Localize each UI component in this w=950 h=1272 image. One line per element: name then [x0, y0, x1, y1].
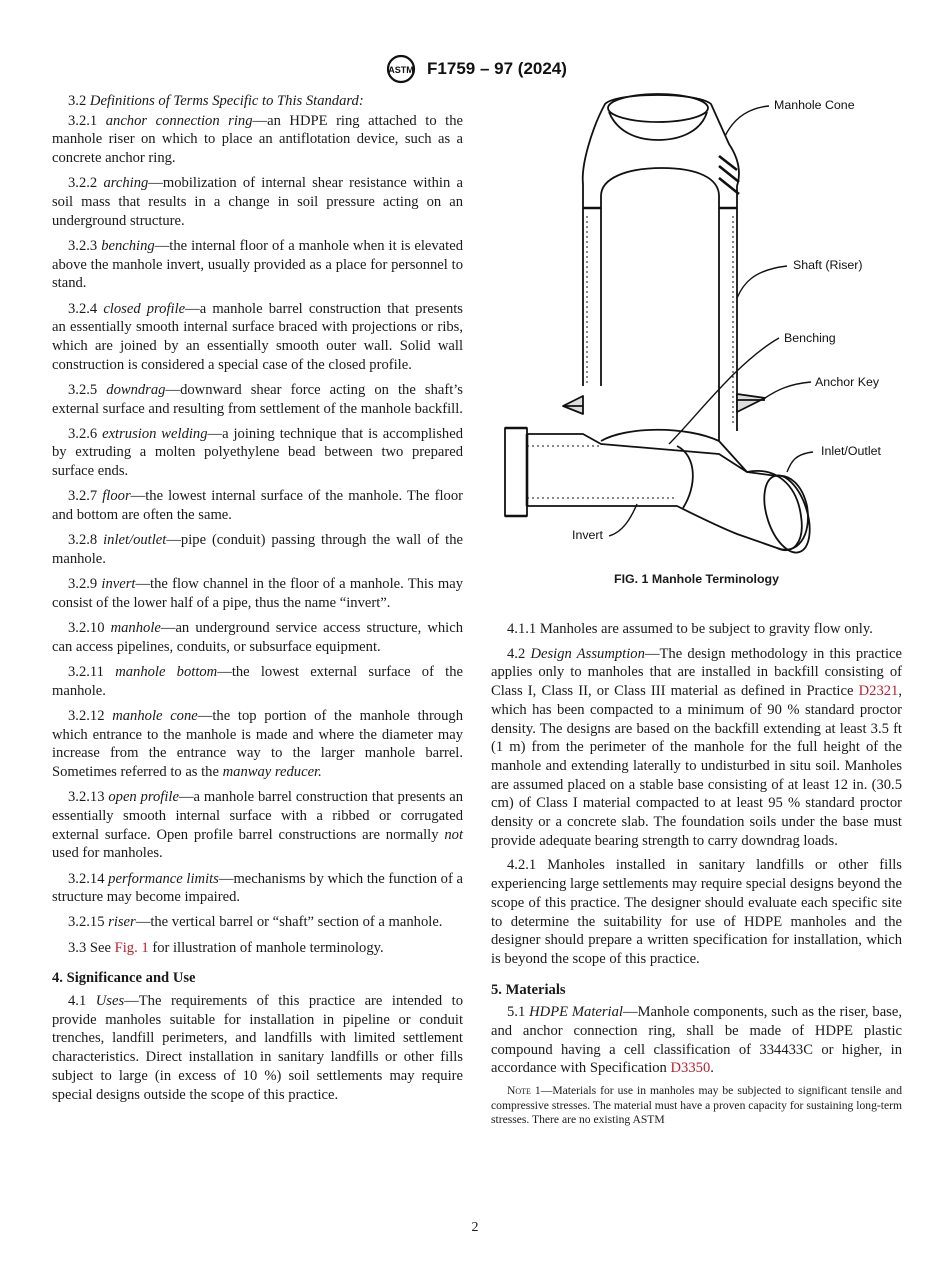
anchor-key-shape [563, 394, 765, 414]
manhole-cone-shape [583, 95, 739, 208]
leader-shaft [737, 266, 787, 298]
standard-designation: F1759 – 97 (2024) [427, 59, 567, 78]
section-5-title: 5. Materials [491, 981, 566, 998]
definition-item: 3.2.11 manhole bottom—the lowest external surface of the manhole. [52, 663, 463, 699]
definition-list [52, 112, 463, 932]
section-4-title: 4. Significance and Use [52, 970, 196, 987]
label-inlet-outlet: Inlet/Outlet [821, 444, 881, 458]
label-manhole-cone: Manhole Cone [774, 98, 855, 112]
definition-item: 3.2.14 performance limits—mechanisms by which the function of a structure may become impaired. [52, 870, 463, 906]
manhole-diagram [497, 86, 897, 566]
definition-item: 3.2.6 extrusion welding—a joining technique that is accomplished by extruding a molten polyethylene bead between two prepared surface ends. [52, 425, 463, 480]
logo-text: ASTM [388, 65, 414, 75]
manhole-figure [497, 86, 897, 566]
leader-benching [669, 338, 779, 444]
left-column [52, 92, 463, 1110]
section-4-2: 4.2 Design Assumption—The design methodology in this practice applies only to manholes that are installed in backfill consisting of Class I, Class II, or Class III material as defined in Practice D2321, which has been compacted to a minimum of 90 % standard proctor density. The designs are based on the backfill extending at least 3.5 ft (1 m) from the perimeter of the manhole for the full height of the manhole and extending laterally to undisturbed in situ soil. Manholes are assumed placed on a stable base consisting of at least 12 in. (30.5 cm) of Class I material compacted to at least 95 % standard proctor density or a concrete slab. The foundation soils under the base must provide adequate bearing strength to carry downdrag loads. [491, 645, 902, 849]
label-anchor-key: Anchor Key [815, 375, 880, 389]
d2321-link[interactable]: D2321 [858, 683, 899, 700]
d3350-link[interactable]: D3350 [670, 1060, 711, 1077]
note-1: Note 1—Materials for use in manholes may be subjected to significant tensile and compressive stresses. The material must have a proven capacity for sustaining long-term stresses. There are no existing ASTM [491, 1084, 902, 1126]
riser-shaft-shape [583, 208, 737, 441]
leader-invert [609, 504, 637, 536]
base-shape [505, 428, 808, 550]
definition-item: 3.2.13 open profile—a manhole barrel construction that presents an essentially smooth internal surface with a ribbed or corrugated external surface. Open profile barrel constructions are normally not used for manholes. [52, 789, 463, 862]
leader-cone [725, 106, 769, 136]
definition-item: 3.2.12 manhole cone—the top portion of the manhole through which entrance to the manhole is made and where the diameter may increase from the entrance way to the larger manhole barrel. Sometimes referred to as the manway reducer. [52, 707, 463, 780]
definition-item: 3.2.8 inlet/outlet—pipe (conduit) passing through the wall of the manhole. [52, 532, 463, 567]
inlet-outlet-shape [747, 471, 802, 550]
astm-logo-icon [383, 53, 419, 85]
definition-item: 3.2.7 floor—the lowest internal surface of the manhole. The floor and bottom are often the same. [52, 488, 463, 524]
definition-item: 3.2.5 downdrag—downward shear force acting on the shaft’s external surface and resulting from settlement of the manhole backfill. [52, 381, 463, 417]
definition-item: 3.2.3 benching—the internal floor of a manhole when it is elevated above the manhole invert, usually provided as a place for personnel to stand. [52, 237, 463, 292]
fig-1-link[interactable]: Fig. 1 [114, 939, 149, 956]
leader-inlet [787, 452, 813, 472]
leader-anchor [765, 382, 811, 398]
section-4-2-1: 4.2.1 Manholes installed in sanitary landfills or other fills experiencing large settlements may require special designs beyond the scope of this practice. The designer should evaluate each specific site to determine the suitability for use of HDPE manholes and the designer should prepare a written specification for installation, which is beyond the scope of this practice. [491, 857, 902, 967]
page-number: 2 [471, 1220, 479, 1235]
definition-item: 3.2.10 manhole—an underground service access structure, which can access pipelines, conduits, or subsurface equipment. [52, 620, 463, 655]
page-header [0, 53, 950, 85]
section-3-3: 3.3 See Fig. 1 for illustration of manhole terminology. [68, 939, 384, 956]
label-invert: Invert [572, 528, 603, 542]
figure-caption: FIG. 1 Manhole Terminology [614, 572, 779, 586]
invert-shape [677, 446, 693, 508]
definition-item: 3.2.2 arching—mobilization of internal shear resistance within a soil mass that results in a change in soil pressure acting on an underground structure. [52, 175, 463, 229]
section-3-2-heading: 3.2 Definitions of Terms Specific to This Standard: [68, 93, 364, 109]
section-4-1-1: 4.1.1 Manholes are assumed to be subject to gravity flow only. [507, 621, 873, 637]
definition-item: 3.2.1 anchor connection ring—an HDPE ring attached to the manhole riser on which to place an antiflotation device, such as a concrete anchor ring. [52, 112, 463, 167]
section-5-1: 5.1 HDPE Material—Manhole components, such as the riser, base, and anchor connection ring, shall be made of HDPE plastic compound having a cell classification of 334433C or higher, in accordance with Specification D3350. [491, 1004, 902, 1077]
label-shaft-riser: Shaft (Riser) [793, 258, 863, 272]
section-4-1: 4.1 Uses—The requirements of this practice are intended to provide manholes suitable for installation in pipeline or conduit trenches, landfill perimeters, and landfills with limited settlement characteristics. Direct installation in sanitary landfills or other fills subject to large (in excess of 10 %) soil settlements may require special designs outside the scope of this practice. [52, 993, 463, 1103]
definition-item: 3.2.9 invert—the flow channel in the floor of a manhole. This may consist of the lower half of a pipe, thus the name “invert”. [52, 576, 463, 611]
benching-shape [601, 430, 719, 441]
right-column [491, 620, 902, 1127]
definition-item: 3.2.4 closed profile—a manhole barrel construction that presents an essentially smooth internal surface braced with projections or ribs, which are joined by an essentially smooth outer wall. Solid wall construction is considered a special case of the closed profile. [52, 300, 463, 373]
label-benching: Benching [784, 331, 836, 345]
definition-item: 3.2.15 riser—the vertical barrel or “shaft” section of a manhole. [68, 914, 443, 931]
